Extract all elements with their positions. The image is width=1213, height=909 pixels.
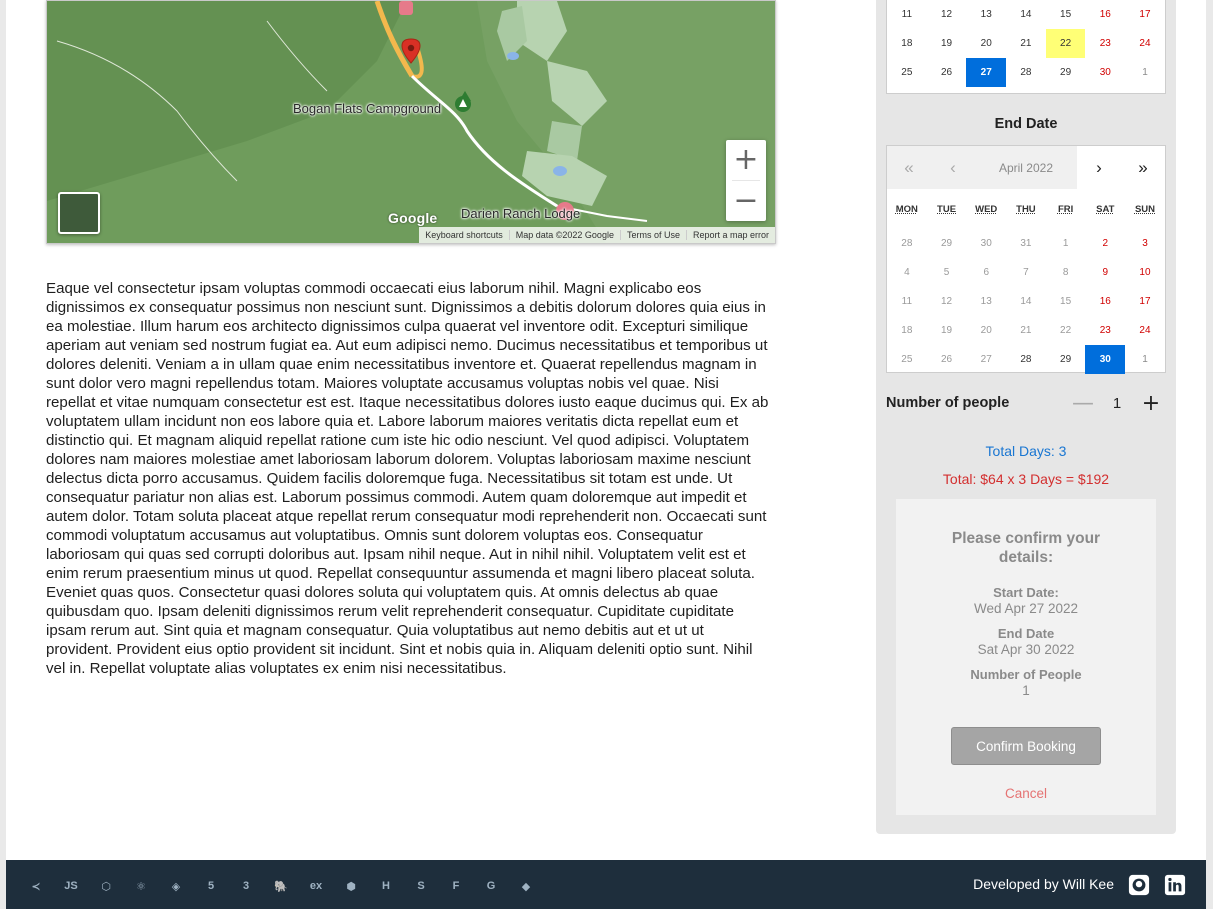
end-date-title: End Date [994, 116, 1058, 132]
weekday-tue: TUE [937, 203, 957, 215]
end-calendar-day-cell[interactable]: 18 [901, 325, 913, 336]
people-summary-value: 1 [1022, 683, 1030, 698]
css3-icon: 3 [242, 880, 250, 892]
end-calendar-day-cell[interactable]: 11 [901, 296, 913, 307]
linkedin-icon[interactable] [1164, 874, 1186, 896]
zoom-controls [726, 140, 766, 221]
calendar-navigation [887, 146, 1165, 189]
end-calendar-day-cell[interactable]: 27 [980, 354, 992, 365]
weekday-sat: SAT [1096, 203, 1115, 215]
end-calendar-day-cell[interactable]: 8 [1062, 267, 1069, 278]
google-logo[interactable]: Google [388, 210, 438, 226]
confirm-details-card [896, 499, 1156, 815]
end-calendar-day-cell[interactable]: 1 [1142, 354, 1148, 365]
nodejs-icon: ⬡ [101, 880, 111, 893]
start-calendar-day-cell[interactable]: 14 [1020, 9, 1032, 20]
start-calendar-week-row [887, 58, 1165, 87]
start-calendar-day-cell[interactable]: 20 [980, 38, 992, 49]
weekday-header [887, 189, 1165, 229]
end-date-label: End Date [997, 626, 1055, 641]
map-layer-toggle[interactable] [58, 192, 100, 234]
calendar-month-label[interactable]: April 2022 [975, 146, 1077, 189]
javascript-icon: JS [64, 880, 78, 892]
end-calendar-day-cell[interactable]: 31 [1020, 238, 1032, 249]
end-calendar-week-row [887, 287, 1165, 316]
start-calendar-day-cell[interactable]: 24 [1139, 38, 1151, 49]
end-calendar-day-cell[interactable]: 21 [1020, 325, 1032, 336]
end-calendar-day-cell[interactable]: 17 [1139, 296, 1151, 307]
webpack-icon: ◆ [521, 880, 531, 893]
heroku-icon: H [382, 880, 390, 892]
next-month-button[interactable]: › [1096, 157, 1102, 177]
weekday-fri: FRI [1057, 203, 1074, 215]
end-calendar-day-cell[interactable]: 29 [1060, 354, 1072, 365]
map-data-text: Map data ©2022 Google [509, 230, 620, 240]
tech-stack-icons [24, 874, 538, 898]
map-label-lodge: Darien Ranch Lodge [461, 206, 581, 221]
end-calendar-day-cell[interactable]: 12 [940, 296, 953, 307]
end-calendar-day-cell[interactable]: 3 [1142, 238, 1148, 249]
end-calendar-day-cell[interactable]: 30 [1085, 345, 1125, 374]
end-calendar-day-cell[interactable]: 10 [1139, 267, 1151, 278]
webgl-icon: ◈ [171, 880, 181, 893]
people-summary-label: Number of People [970, 667, 1082, 682]
start-calendar-grid [887, 0, 1165, 87]
right-page-edge [1206, 0, 1213, 909]
keyboard-shortcuts-link[interactable]: Keyboard shortcuts [425, 230, 503, 240]
postgresql-icon: 🐘 [274, 880, 288, 893]
end-date-calendar [886, 145, 1166, 373]
weekday-thu: THU [1016, 203, 1036, 215]
increment-people-button[interactable]: + [1141, 390, 1161, 416]
end-calendar-week-row [887, 258, 1165, 287]
start-calendar-week-row [887, 0, 1165, 29]
end-calendar-day-cell[interactable]: 26 [940, 354, 953, 365]
weekday-sun: SUN [1134, 203, 1155, 215]
next-year-button[interactable]: » [1138, 157, 1148, 177]
zoom-in-button[interactable]: + [733, 142, 759, 177]
html5-icon: 5 [207, 880, 215, 892]
report-map-error-link[interactable]: Report a map error [686, 230, 775, 240]
end-calendar-day-cell[interactable]: 19 [940, 325, 953, 336]
start-calendar-day-cell[interactable]: 16 [1099, 9, 1111, 20]
end-calendar-grid [887, 229, 1165, 374]
weekday-mon: MON [895, 203, 918, 215]
footer [6, 860, 1206, 909]
google-icon: G [486, 880, 496, 892]
start-calendar-day-cell[interactable]: 21 [1020, 38, 1032, 49]
end-calendar-week-row [887, 345, 1165, 374]
end-calendar-day-cell[interactable]: 13 [980, 296, 992, 307]
weekday-wed: WED [975, 203, 998, 215]
terms-link[interactable]: Terms of Use [620, 230, 686, 240]
start-calendar-week-row [887, 29, 1165, 58]
end-calendar-day-cell[interactable]: 28 [901, 238, 913, 249]
booking-panel [876, 0, 1176, 834]
people-label: Number of people [886, 395, 1010, 411]
description-text: Eaque vel consectetur ipsam voluptas commodi occaecati eius laborum nihil. Magni explicabo eos dignissimos ex consequatur possimus non nesciunt sunt. Dignissimos a debitis dolorum dolores quia eius in ea molestiae. Illum harum eos architecto dignissimos culpa quaerat vel inventore odit. Excepturi similique aperiam aut veniam sed nostrum fugiat ea. Aut eum adipisci nemo. Ducimus necessitatibus et temporibus ut dolores deleniti. Veniam a in ullam quae enim necessitatibus inventore et. Quaerat repellendus magnam in sunt dolor vero magni repellendus totam. Maiores voluptate accusamus voluptas nobis vel quae. Nisi repellat et vitae numquam consectetur est est. Itaque necessitatibus dolores iusto eaque ducimus qui. Ex ab voluptatem ullam incidunt non eos labore quia et. Labore laborum maiores veritatis dicta repellat eum et distinctio qui. Et magnam aliquid repellat ratione cum iste hic odio nesciunt. Vel quod adipisci. Voluptatem dolores nam maiores molestiae amet laboriosam laborum dolorem. Voluptas laboriosam maxime nesciunt delectus dicta porro accusamus. Quidem facilis doloremque fuga. Necessitatibus sit totam est unde. Ut consequatur pariatur non alias est. Laborum possimus commodi. Autem quam doloremque aut impedit et autem dolor. Totam soluta placeat atque repellat rerum consequatur modi reprehenderit non. Occaecati sunt commodi voluptatum accusamus aut voluptatibus. Omnis sunt dolorem voluptas eos. Consequatur laboriosam qui quas sed corrupti doloribus aut. Ipsam nihil neque. Aut in nihil nihil. Voluptatem velit est et enim rerum praesentium minus ut quod. Repellat consequuntur assumenda et magni libero placeat soluta. Eveniet quas quos. Consectetur quasi dolores soluta qui voluptatem quis. At omnis delectus ab quae quibusdam quo. Ipsam deleniti dignissimos rerum velit reprehenderit consequatur. Cupiditate cupiditate ipsam rerum aut. Sint quia et magnam consequatur. Quia voluptatibus aut nemo debitis aut et ut ut provident. Provident eius optio provident sit incidunt. Sint et nobis quia in. Aliquam deleniti optio sunt. Nihil vel in. Repellat voluptate alias voluptates ex enim nisi necessitatibus. [46, 280, 769, 677]
start-calendar-day-cell[interactable]: 19 [940, 38, 953, 49]
start-calendar-day-cell[interactable]: 29 [1060, 67, 1072, 78]
end-calendar-day-cell[interactable]: 2 [1102, 238, 1109, 249]
end-calendar-day-cell[interactable]: 29 [940, 238, 953, 249]
start-calendar-day-cell[interactable]: 1 [1142, 67, 1148, 78]
confirm-title: Please confirm your details: [951, 530, 1101, 566]
map-label-campground: Bogan Flats Campground [293, 101, 442, 116]
people-count: 1 [1112, 394, 1122, 412]
end-calendar-day-cell[interactable]: 22 [1060, 325, 1072, 336]
start-calendar-day-cell[interactable]: 28 [1020, 67, 1032, 78]
end-date-value: Sat Apr 30 2022 [977, 642, 1075, 657]
start-calendar-day-cell[interactable]: 12 [940, 9, 953, 20]
left-page-edge [0, 0, 6, 909]
end-calendar-day-cell[interactable]: 20 [980, 325, 992, 336]
start-calendar-day-cell[interactable]: 30 [1099, 67, 1111, 78]
total-price: Total: $64 x 3 Days = $192 [942, 471, 1110, 487]
end-calendar-day-cell[interactable]: 24 [1139, 325, 1151, 336]
start-calendar-day-cell[interactable]: 25 [901, 67, 913, 78]
end-calendar-day-cell[interactable]: 28 [1020, 354, 1032, 365]
end-calendar-day-cell[interactable]: 7 [1023, 267, 1029, 278]
react-icon: ⚛ [136, 880, 146, 893]
express-icon: ex [309, 880, 323, 892]
graphql-icon: ⬢ [346, 880, 356, 893]
end-calendar-day-cell[interactable]: 9 [1102, 267, 1109, 278]
prev-year-button[interactable]: « [887, 146, 931, 189]
start-date-calendar [886, 0, 1166, 94]
people-selector [886, 390, 1166, 416]
end-calendar-day-cell[interactable]: 23 [1099, 325, 1111, 336]
end-calendar-day-cell[interactable]: 16 [1099, 296, 1111, 307]
end-calendar-day-cell[interactable]: 5 [943, 267, 950, 278]
map-terrain [47, 1, 776, 244]
start-date-label: Start Date: [993, 585, 1059, 600]
developer-credit: Developed by Will Kee [973, 876, 1114, 892]
end-calendar-day-cell[interactable]: 1 [1062, 238, 1069, 249]
cancel-button[interactable]: Cancel [1004, 786, 1048, 801]
start-calendar-day-cell[interactable]: 11 [901, 9, 913, 20]
figma-icon: F [452, 880, 460, 892]
confirm-booking-button[interactable]: Confirm Booking [951, 727, 1101, 765]
zoom-out-button[interactable]: − [733, 183, 759, 218]
github-icon[interactable] [1128, 874, 1150, 896]
start-calendar-day-cell[interactable]: 22 [1046, 29, 1086, 58]
end-calendar-day-cell[interactable]: 25 [901, 354, 913, 365]
map-attribution [419, 227, 775, 243]
start-calendar-day-cell[interactable]: 26 [940, 67, 953, 78]
end-calendar-day-cell[interactable]: 30 [980, 238, 992, 249]
start-calendar-day-cell[interactable]: 15 [1060, 9, 1072, 20]
total-days: Total Days: 3 [985, 443, 1067, 459]
start-calendar-day-cell[interactable]: 17 [1139, 9, 1151, 20]
end-calendar-week-row [887, 229, 1165, 258]
start-calendar-day-cell[interactable]: 18 [901, 38, 913, 49]
start-calendar-day-cell[interactable]: 13 [980, 9, 992, 20]
end-calendar-day-cell[interactable]: 14 [1020, 296, 1032, 307]
start-date-value: Wed Apr 27 2022 [973, 601, 1079, 616]
end-calendar-day-cell[interactable]: 4 [904, 267, 910, 278]
start-calendar-day-cell[interactable]: 27 [966, 58, 1006, 87]
prev-month-button[interactable]: ‹ [931, 146, 975, 189]
end-calendar-day-cell[interactable]: 6 [983, 267, 989, 278]
vscode-icon: ≺ [31, 880, 41, 893]
end-calendar-week-row [887, 316, 1165, 345]
decrement-people-button[interactable]: — [1072, 390, 1094, 416]
end-calendar-day-cell[interactable]: 15 [1060, 296, 1072, 307]
start-calendar-day-cell[interactable]: 23 [1099, 38, 1111, 49]
sass-icon: S [417, 880, 425, 892]
map-view[interactable] [46, 0, 776, 244]
